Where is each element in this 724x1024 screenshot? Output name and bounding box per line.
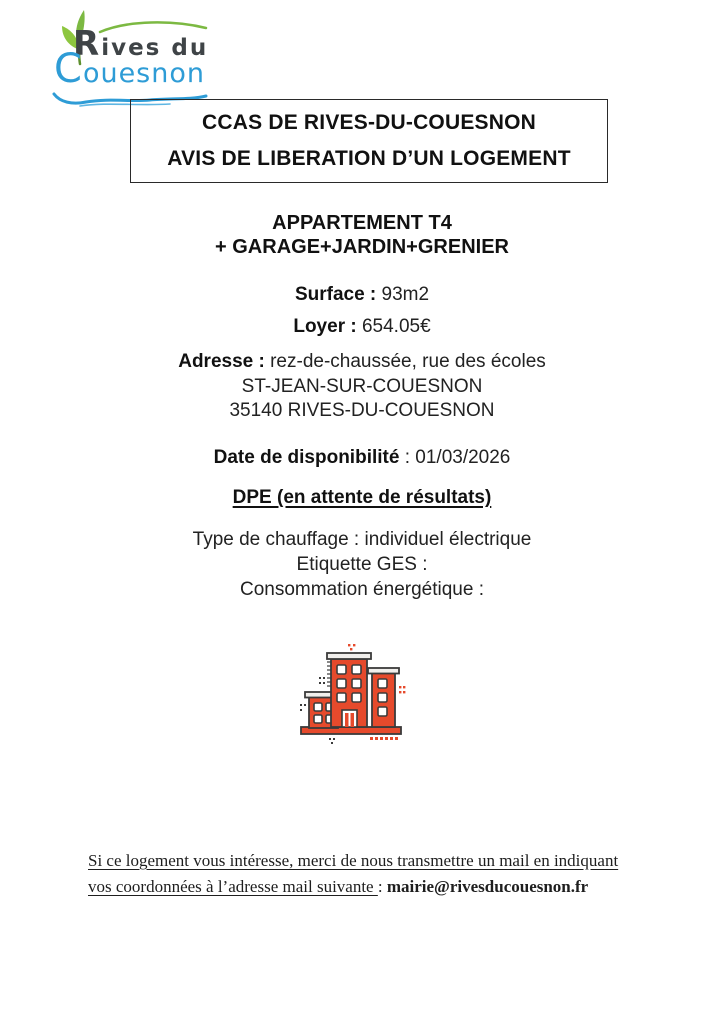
logo-text-rives-du: Rives du (73, 24, 209, 64)
rives-du-couesnon-logo (40, 8, 220, 108)
logo-swoosh-icon (98, 20, 208, 36)
availability-line (0, 447, 724, 469)
address-postal-line: 35140 RIVES-DU-COUESNON (229, 400, 495, 421)
notice-title-line2: AVIS DE LIBERATION D’UN LOGEMENT (167, 147, 571, 170)
rent-label: Loyer : (293, 316, 362, 337)
rent-line (0, 316, 724, 338)
availability-value: 01/03/2026 (415, 447, 511, 468)
surface-label: Surface : (294, 284, 382, 305)
notice-title-box (130, 99, 608, 183)
availability-separator: : (399, 447, 416, 468)
contact-instructions-underlined-2: vos coordonnées à l’adresse mail suivante (88, 877, 378, 896)
ges-line: Etiquette GES : (296, 554, 428, 575)
contact-instructions-underlined-1: Si ce logement vous intéresse, merci de nous transmettre un mail en indiquant (88, 851, 619, 870)
contact-instructions-line2 (88, 874, 668, 900)
consumption-line: Consommation énergétique : (240, 579, 484, 600)
apartment-extras-heading: + GARAGE+JARDIN+GRENIER (215, 236, 509, 258)
heating-line: Type de chauffage : individuel électrique (192, 529, 532, 550)
address-value: rez-de-chaussée, rue des écoles (270, 351, 546, 372)
surface-line (0, 284, 724, 306)
address-city-line: ST-JEAN-SUR-COUESNON (241, 376, 483, 397)
notice-title-line1: CCAS DE RIVES-DU-COUESNON (201, 111, 537, 134)
building-icon (296, 642, 408, 750)
address-label: Adresse : (178, 351, 271, 372)
contact-instructions (88, 848, 668, 900)
rent-value: 654.05€ (361, 316, 431, 337)
dpe-heading: DPE (en attente de résultats) (232, 487, 492, 508)
contact-instructions-line1 (88, 848, 668, 874)
apartment-type-heading: APPARTEMENT T4 (272, 212, 452, 234)
contact-email: mairie@rivesducouesnon.fr (386, 877, 589, 896)
surface-value: 93m2 (381, 284, 430, 305)
address-line (0, 351, 724, 373)
contact-separator: : (377, 877, 387, 896)
logo-text-couesnon: Couesnon (54, 46, 205, 92)
availability-label: Date de disponibilité (213, 447, 400, 468)
